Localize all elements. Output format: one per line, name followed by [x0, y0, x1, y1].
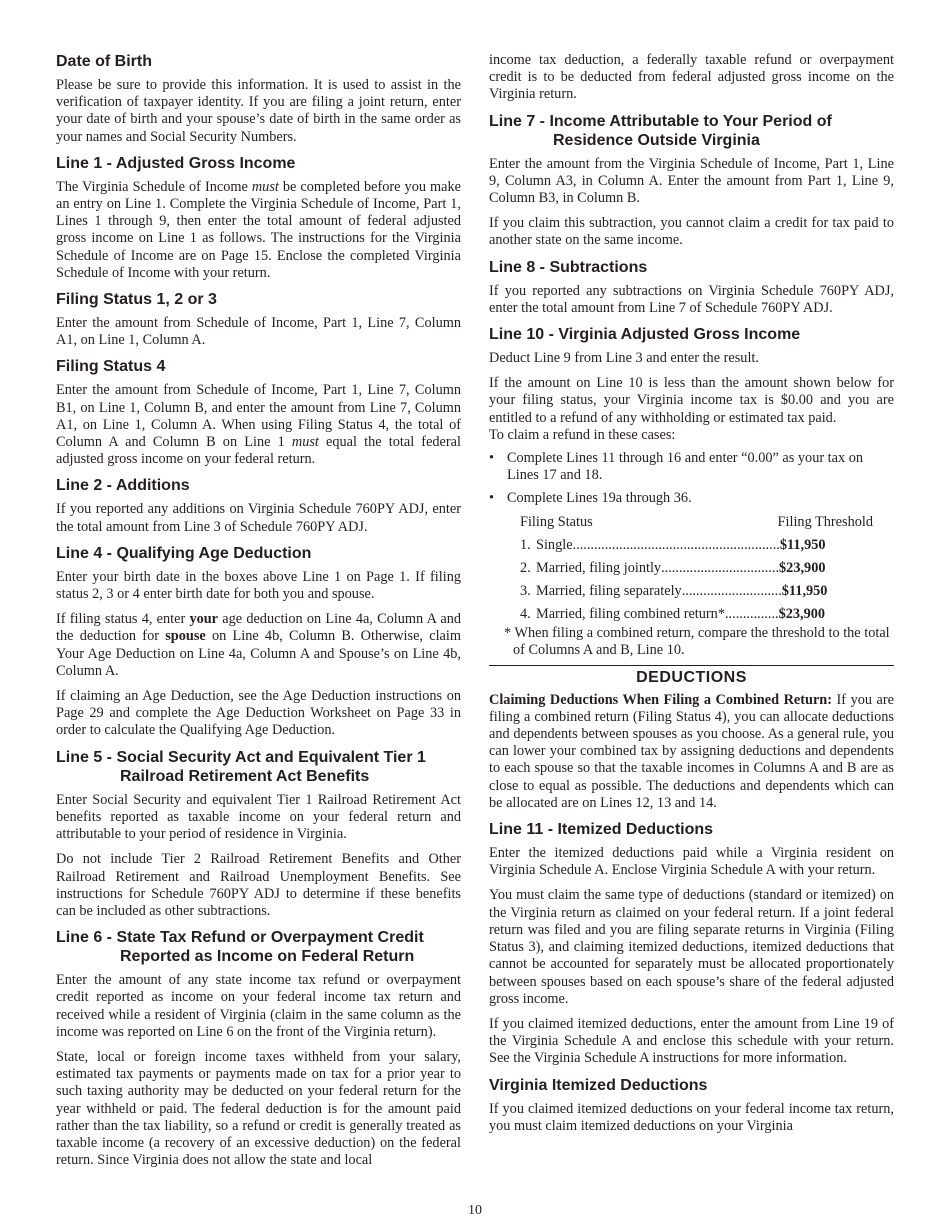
table-row: [489, 537, 894, 554]
text-span: age deduction on Line 4a, Column A and the deduction for: [56, 611, 462, 645]
table-row: [489, 606, 894, 623]
heading-line-7-part-b: Residence Outside Virginia: [553, 131, 760, 149]
text-span: on Line 4b, Column B. Otherwise, claim Your Age Deduction on Line 4a, Column A and Spouse’s on Line 4b, Column A.: [56, 628, 461, 679]
paragraph: If you claimed itemized deductions on your federal income tax return, you must claim itemized deductions on your Virginia: [489, 1100, 894, 1134]
right-column: [489, 52, 894, 1143]
bullet-item: [489, 450, 894, 484]
heading-filing-status-123: Filing Status 1, 2 or 3: [56, 291, 217, 309]
table-header-threshold: Filing Threshold: [777, 513, 873, 530]
row-label: Married, filing jointly: [536, 559, 662, 576]
row-number: 4.: [520, 605, 531, 622]
heading-line-5-part-b: Railroad Retirement Act Benefits: [120, 767, 370, 785]
table-row: [489, 560, 894, 577]
section-line-6: [56, 928, 461, 1169]
heading-line-6-part-b: Reported as Income on Federal Return: [120, 948, 415, 966]
row-label: Married, filing separately: [536, 582, 682, 599]
paragraph: Enter the amount from Schedule of Income, Part 1, Line 7, Column A1, on Line 1, Column A.: [56, 315, 461, 349]
heading-virginia-itemized-deductions: Virginia Itemized Deductions: [489, 1076, 708, 1094]
bullet-icon: •: [489, 490, 495, 507]
bullet-text: Complete Lines 11 through 16 and enter “0.00” as your tax on Lines 17 and 18.: [507, 450, 864, 484]
heading-line-1: Line 1 - Adjusted Gross Income: [56, 154, 296, 172]
paragraph: Enter Social Security and equivalent Tier 1 Railroad Retirement Act benefits reported as taxable income on your federal return and attributable to your period of residence in Virginia.: [56, 791, 461, 843]
paragraph: Enter your birth date in the boxes above Line 1 on Page 1. If filing status 2, 3 or 4 enter birth date for both you and spouse.: [56, 568, 461, 603]
section-line-4: [56, 544, 461, 740]
text-span: If you are filing a combined return (Filing Status 4), you can allocate deductions and dependents between spouses as you choose. As a general rule, you can lower your combined tax by assigning deductions and dependents to each spouse so that the taxable incomes in Columns A and B are as close to equal as possible. The deductions and dependents which can be allocated are on Lines 12, 13 and 14.: [489, 691, 894, 811]
table-header: [489, 514, 894, 531]
paragraph: Enter the amount of any state income tax refund or overpayment credit reported as income on your federal income tax return and received while a resident of Virginia (claim in the same column as the income was reported on Line 6 on the front of the Virginia return).: [56, 972, 461, 1040]
row-amount: $23,900: [778, 605, 826, 622]
heading-deductions: DEDUCTIONS: [636, 668, 747, 686]
paragraph: [56, 179, 461, 282]
paragraph: State, local or foreign income taxes withheld from your salary, estimated tax payments or payments made on tax for a prior year to such taxing authority may be deducted on your federal return for the year withheld or paid. The federal deduction is for the amount paid rather than the tax liability, so a refund or credit is generally treated as taxable income (a recovery of an excessive deduction) on the federal return. Since Virginia does not allow the state and local: [56, 1048, 461, 1169]
section-line-10: [489, 325, 894, 659]
row-amount: $11,950: [781, 582, 828, 599]
left-column: [56, 52, 461, 1177]
paragraph: Deduct Line 9 from Line 3 and enter the result.: [489, 350, 759, 367]
text-span: The Virginia Schedule of Income: [56, 178, 252, 195]
section-line-11: [489, 820, 894, 1067]
section-line-2: [56, 476, 461, 535]
paragraph: If you claimed itemized deductions, enter the amount from Line 19 of the Virginia Schedule A and enclose this schedule with your return. See the Virginia Schedule A instructions for more information.: [489, 1015, 894, 1067]
paragraph: Do not include Tier 2 Railroad Retirement Benefits and Other Railroad Retirement and Railroad Unemployment Benefits. See instructions for Schedule 760PY ADJ to determine if these benefits can be included as other subtractions.: [56, 851, 461, 919]
paragraph: If you reported any additions on Virginia Schedule 760PY ADJ, enter the total amount from Line 3 of Schedule 760PY ADJ.: [56, 501, 461, 535]
table-header-status: Filing Status: [520, 513, 593, 530]
leader-dots: ............................: [681, 582, 782, 599]
row-number: 2.: [520, 559, 531, 576]
leader-dots: ...............: [724, 605, 779, 622]
table-row: [489, 583, 894, 600]
section-virginia-itemized-deductions: [489, 1076, 894, 1135]
row-number: 3.: [520, 582, 531, 599]
paragraph: [489, 375, 894, 444]
paragraph: You must claim the same type of deductions (standard or itemized) on the Virginia return as claimed on your federal return. If a joint federal return was filed and you are filing separate returns in Virginia (Filing Status 3), and claiming itemized deductions, itemized deductions that cannot be accounted for separately must be allocated proportionately between spouses based on each spouse’s share of the federal adjusted gross income.: [489, 887, 894, 1007]
heading-line-5-part-a: Line 5 - Social Security Act and Equivalent Tier 1: [56, 748, 426, 766]
heading-line-8: Line 8 - Subtractions: [489, 258, 648, 276]
row-amount: $23,900: [779, 559, 826, 576]
paragraph: [56, 382, 461, 468]
heading-line-7-part-a: Line 7 - Income Attributable to Your Period of: [489, 112, 832, 130]
row-label: Married, filing combined return*: [536, 605, 725, 622]
paragraph: Enter the itemized deductions paid while a Virginia resident on Virginia Schedule A. Enclose Virginia Schedule A with your return.: [489, 845, 894, 879]
filing-threshold-table: [489, 514, 894, 659]
heading-filing-status-4: Filing Status 4: [56, 358, 166, 376]
table-footnote: * When filing a combined return, compare the threshold to the total of Columns A and B, Line 10.: [504, 624, 890, 658]
bullet-icon: •: [489, 450, 495, 467]
emphasis-must: must: [291, 434, 319, 451]
section-line-1: [56, 154, 461, 282]
section-filing-status-123: [56, 290, 461, 349]
paragraph: income tax deduction, a federally taxable refund or overpayment credit is to be deducted from federal adjusted gross income on the Virginia return.: [489, 52, 894, 103]
heading-line-7: [489, 112, 894, 150]
heading-line-2: Line 2 - Additions: [56, 477, 190, 495]
paragraph: [489, 692, 894, 812]
bold-spouse: spouse: [165, 628, 206, 645]
heading-line-5: [56, 748, 461, 786]
heading-date-of-birth: Date of Birth: [56, 53, 152, 70]
section-date-of-birth: [56, 52, 461, 146]
bold-your: your: [189, 611, 219, 628]
page-number: 10: [468, 1203, 482, 1218]
paragraph: [56, 611, 461, 680]
leader-dots: ..........................................................: [572, 536, 780, 553]
heading-line-10: Line 10 - Virginia Adjusted Gross Income: [489, 326, 801, 344]
paragraph: If claiming an Age Deduction, see the Age Deduction instructions on Page 29 and complete the Age Deduction Worksheet on Page 33 in order to calculate the Qualifying Age Deduction.: [56, 688, 461, 739]
text-span: To claim a refund in these cases:: [489, 426, 676, 443]
heading-line-4: Line 4 - Qualifying Age Deduction: [56, 544, 312, 562]
section-line-7: [489, 112, 894, 250]
bullet-text: Complete Lines 19a through 36.: [507, 490, 692, 507]
divider: [489, 665, 894, 666]
text-span: Enter the amount from Schedule of Income, Part 1, Line 7, Column B1, on Line 1, Column B, and enter the amount from Line 7, Column A1, on Line 1, Column A. When using Filing Status 4, the total of Column A and Column B on Line 1: [56, 382, 461, 451]
heading-line-11: Line 11 - Itemized Deductions: [489, 821, 714, 839]
text-span: equal the total federal adjusted gross income on your federal return.: [56, 434, 461, 468]
row-label: Single: [536, 536, 573, 553]
paragraph: Please be sure to provide this information. It is used to assist in the verification of taxpayer identity. If you are filing a joint return, enter your date of birth and your spouse’s date of birth in the same order as your names and Social Security Numbers.: [56, 77, 461, 145]
paragraph: If you claim this subtraction, you cannot claim a credit for tax paid to another state on the same income.: [489, 215, 894, 249]
row-amount: $11,950: [779, 536, 826, 553]
heading-line-6: [56, 928, 461, 966]
emphasis-must: must: [251, 178, 279, 195]
text-span: If filing status 4, enter: [56, 611, 190, 628]
paragraph: If you reported any subtractions on Virginia Schedule 760PY ADJ, enter the total amount from Line 7 of Schedule 760PY ADJ.: [489, 282, 894, 316]
section-line-8: [489, 258, 894, 317]
bold-lead-in: Claiming Deductions When Filing a Combined Return:: [489, 691, 833, 708]
section-filing-status-4: [56, 357, 461, 468]
section-line-5: [56, 748, 461, 920]
leader-dots: .................................: [661, 559, 780, 576]
bullet-item: [489, 490, 894, 507]
paragraph: Enter the amount from the Virginia Schedule of Income, Part 1, Line 9, Column A3, in Column A. Enter the amount from Part 1, Line 9, Column B3, in Column B.: [489, 155, 894, 207]
text-span: If the amount on Line 10 is less than the amount shown below for your filing status, your Virginia income tax is $0.00 and you are entitled to a refund of any withholding or estimated tax paid.: [489, 375, 894, 426]
row-number: 1.: [520, 536, 531, 553]
text-span: be completed before you make an entry on Line 1. Complete the Virginia Schedule of Income, Part 1, Lines 1 through 9, then enter the total amount of federal adjusted gross income on Line 1 as follows. The instructions for the Virginia Schedule of Income are on Page 15. Enclose the completed Virginia Schedule of Income with your return.: [56, 178, 461, 281]
heading-line-6-part-a: Line 6 - State Tax Refund or Overpayment Credit: [56, 929, 424, 947]
